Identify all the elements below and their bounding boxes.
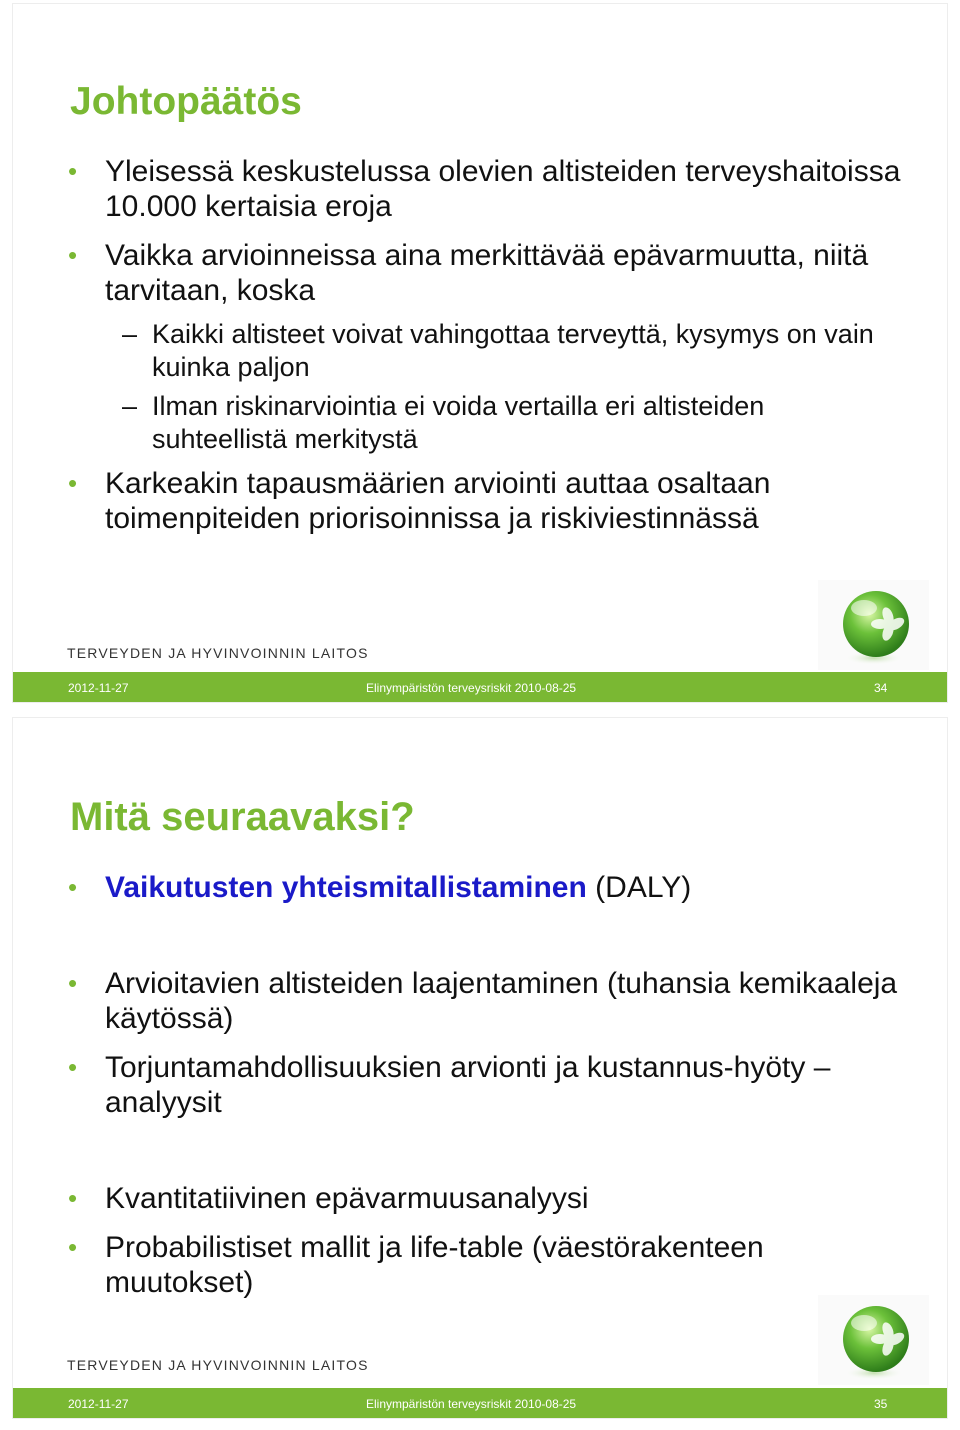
bullet-text: (DALY) [586,871,692,904]
sub-bullet-item: – Kaikki altisteet voivat vahingottaa terveyttä, kysymys on vain kuinka paljon [152,318,902,384]
bullet-item: • Kvantitatiivinen epävarmuusanalyysi [105,1181,905,1216]
slide-footer [13,1388,947,1418]
sub-bullet-item: – Ilman riskinarviointia ei voida vertailla eri altisteiden suhteellistä merkitystä [152,390,902,456]
bullet-item: • Vaikka arvioinneissa aina merkittävää epävarmuutta, niitä tarvitaan, koska [105,238,905,308]
slide-34 [13,4,947,702]
footer-presentation-title: Elinympäristön terveysriskit 2010-08-25 [366,681,577,695]
footer-page-number: 35 [874,1397,888,1411]
emphasized-text: Vaikutusten yhteismitallistaminen [105,871,587,904]
footer-presentation-title: Elinympäristön terveysriskit 2010-08-25 [366,1397,577,1411]
footer-date: 2012-11-27 [68,1397,129,1411]
orb-graphic [818,580,929,670]
green-orb-icon [818,1295,929,1385]
slide-35 [13,718,947,1418]
orb-graphic [818,1295,929,1385]
slide-title: Johtopäätös [70,80,302,123]
green-orb-icon [818,580,929,670]
bullet-item: • Karkeakin tapausmäärien arviointi auttaa osaltaan toimenpiteiden priorisoinnissa ja riskiviestinnässä [105,466,905,536]
footer-date: 2012-11-27 [68,681,129,695]
bullet-item: • Arvioitavien altisteiden laajentaminen (tuhansia kemikaaleja käytössä) [105,966,905,1036]
slide-footer [13,672,947,702]
organization-logo-text: TERVEYDEN JA HYVINVOINNIN LAITOS [67,645,369,661]
bullet-item: • Yleisessä keskustelussa olevien altisteiden terveyshaitoissa 10.000 kertaisia eroja [105,154,905,224]
organization-logo-text: TERVEYDEN JA HYVINVOINNIN LAITOS [67,1357,369,1373]
bullet-item [105,870,905,905]
bullet-item: • Probabilistiset mallit ja life-table (väestörakenteen muutokset) [105,1230,905,1300]
slide-title: Mitä seuraavaksi? [70,795,415,839]
footer-page-number: 34 [874,681,888,695]
bullet-item: • Torjuntamahdollisuuksien arvionti ja kustannus-hyöty –analyysit [105,1050,905,1120]
